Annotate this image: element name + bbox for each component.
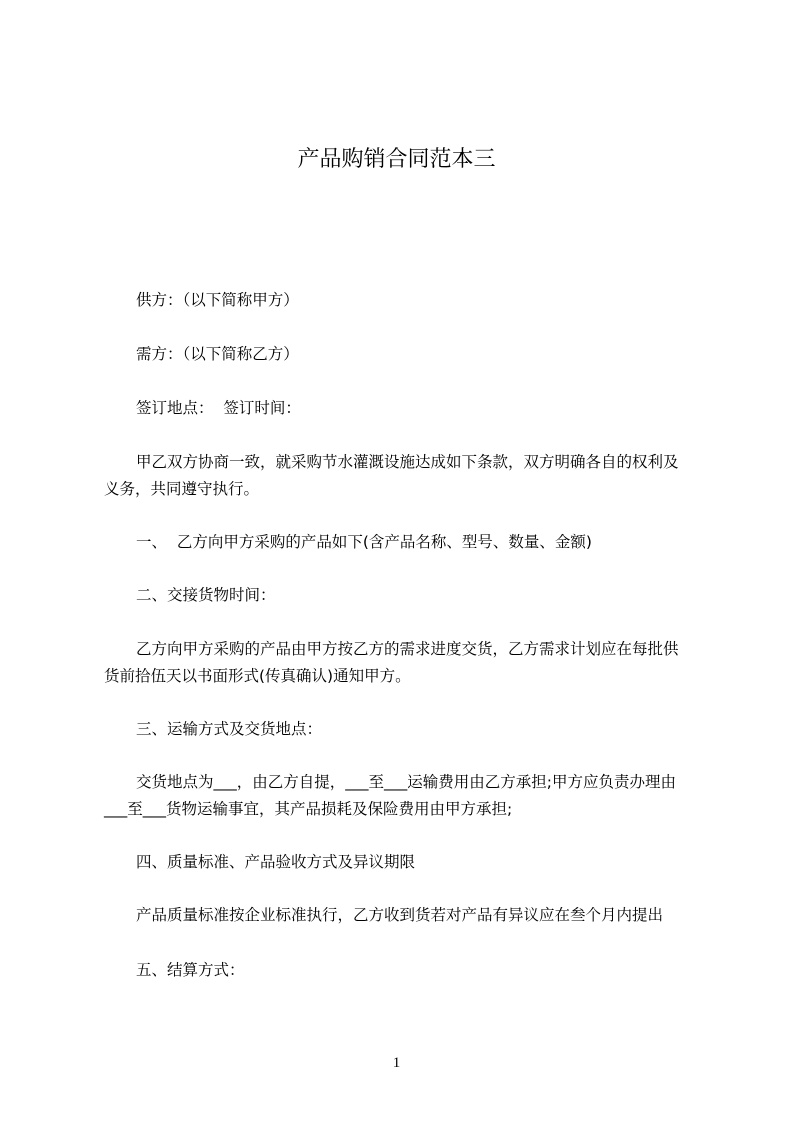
line: 签订地点： 签订时间： [136,399,301,417]
paragraph-sign-info [104,395,301,422]
line: 供方：（以下简称甲方） [136,291,299,309]
line: 义务，共同遵守执行。 [104,480,260,498]
line: 五、结算方式： [136,961,245,979]
line: 乙方向甲方采购的产品由甲方按乙方的需求进度交货，乙方需求计划应在每批供 [136,640,679,658]
clause-5-heading [104,957,245,984]
paragraph-buyer [104,341,299,368]
clause-3-heading [104,716,322,743]
clause-4-heading [104,849,415,876]
line: 一、 乙方向甲方采购的产品如下(含产品名称、型号、数量、金额) [136,533,592,551]
paragraph-agreement [104,449,679,503]
line: 产品质量标准按企业标准执行，乙方收到货若对产品有异议应在叁个月内提出 [136,906,664,924]
clause-1 [104,529,592,556]
clause-2-body [104,636,679,690]
document-title: 产品购销合同范本三 [297,147,496,172]
line: 甲乙双方协商一致，就采购节水灌溉设施达成如下条款，双方明确各自的权利及 [136,453,679,471]
line: 交货地点为___，由乙方自提，___至___运输费用由乙方承担;甲方应负责办理由 [136,773,676,791]
paragraph-supplier [104,287,299,314]
line: 四、质量标准、产品验收方式及异议期限 [136,853,416,871]
page-number: 1 [392,1055,401,1071]
clause-3-body [104,769,676,823]
line: 需方：（以下简称乙方） [136,345,299,363]
line: 货前拾伍天以书面形式(传真确认)通知甲方。 [104,667,411,685]
clause-2-heading [104,582,276,609]
line: 三、运输方式及交货地点： [136,720,323,738]
clause-4-body [104,902,663,929]
line: 二、交接货物时间： [136,586,276,604]
line: ___至___货物运输事宜，其产品损耗及保险费用由甲方承担; [104,800,513,818]
